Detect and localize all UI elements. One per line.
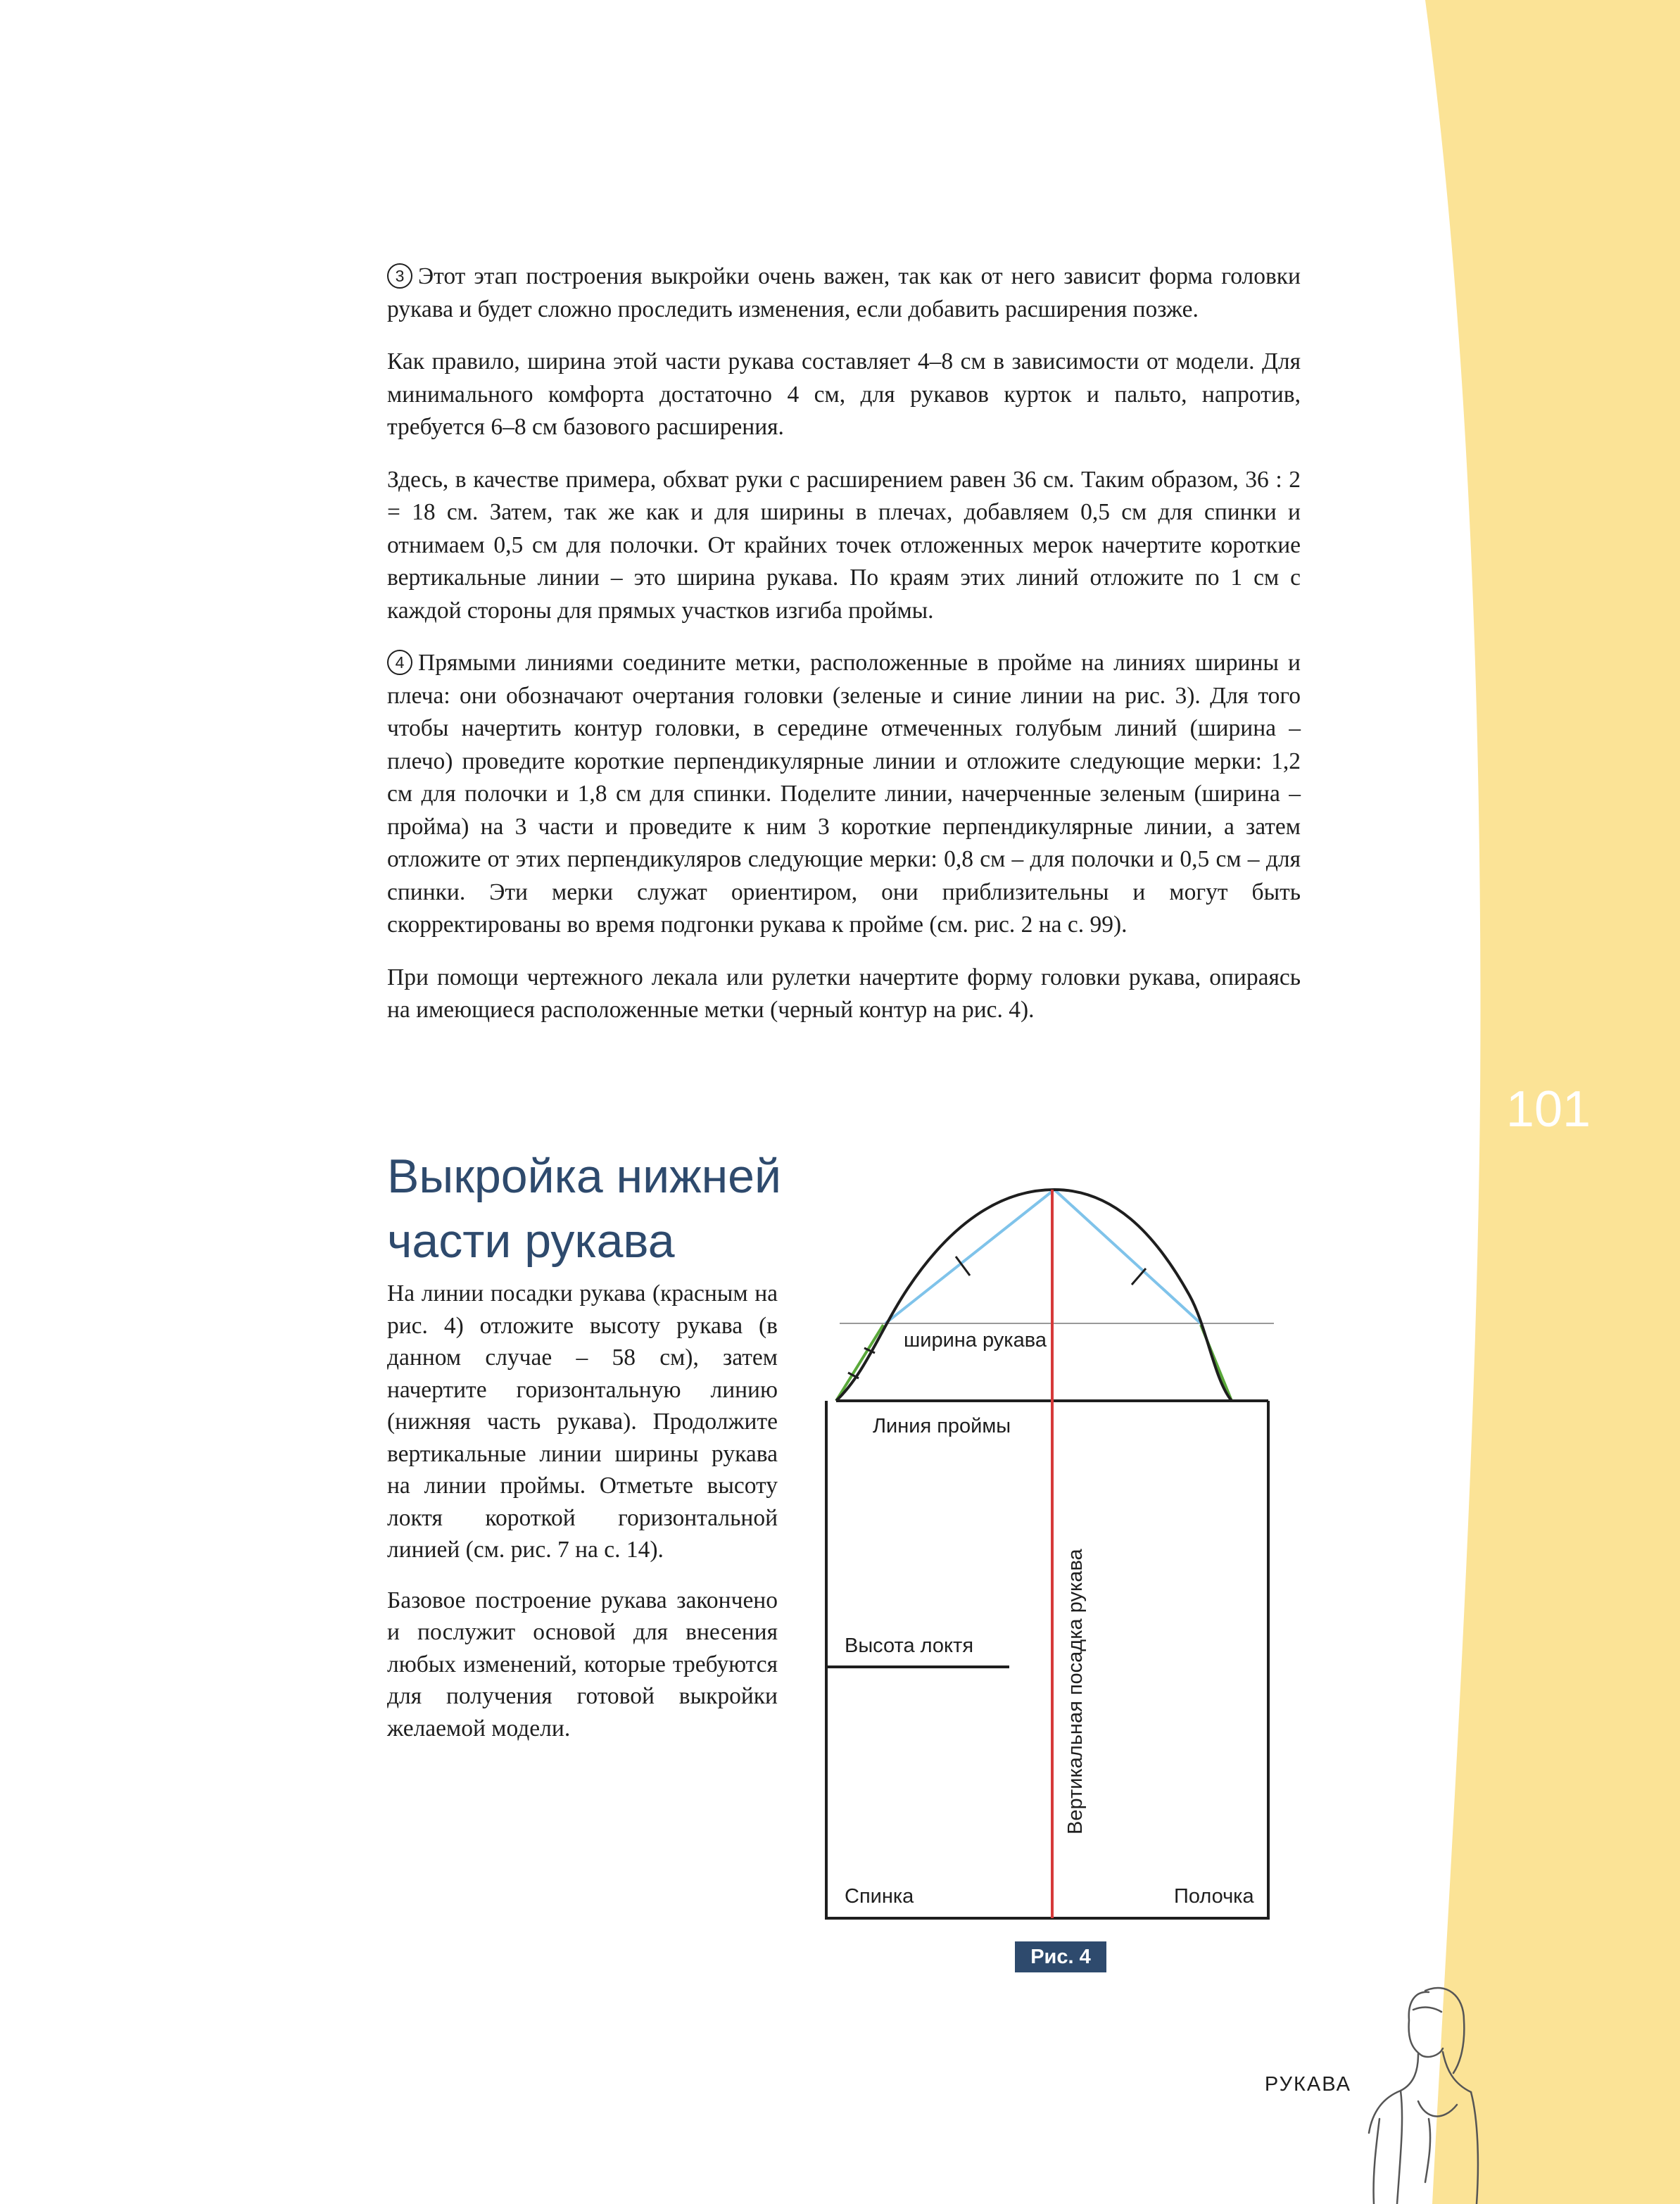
paragraph-width: Как правило, ширина этой части рукава составляет 4–8 см в зависимости от модели. Для минимального комфорта достаточно 4 см, для рукавов курток и пальто, напротив, требуется 6–8 см базового расширения. <box>387 348 1301 440</box>
sleeve-pattern-figure <box>809 1169 1302 1929</box>
sleeve-outline <box>826 1401 1268 1918</box>
label-back: Спинка <box>845 1885 914 1908</box>
sleeve-pattern-drawing <box>809 1169 1302 1929</box>
blue-line-back <box>885 1190 1054 1323</box>
step-number-badge: 3 <box>387 263 412 289</box>
woman-sketch-illustration <box>1358 1978 1492 2204</box>
side-paragraph: На линии посадки рукава (красным на рис. 4) отложите высоту рукава (в данном случае – 58 см), затем начертите горизонтальную линию (нижняя часть рукава). Продолжите вертикальные линии ширины рукава на линии проймы. Отметьте высоту локтя короткой горизонтальной линией (см. рис. 7 на с. 14). <box>387 1280 778 1563</box>
green-line-back <box>836 1325 883 1401</box>
paragraph-curve: При помощи чертежного лекала или рулетки начертите форму головки рукава, опираясь на имеющиеся расположенные метки (черный контур на рис. 4). <box>387 964 1301 1023</box>
label-front: Полочка <box>1174 1885 1254 1908</box>
figure-caption: Рис. 4 <box>1015 1941 1106 1972</box>
section-title: Выкройка нижней части рукава <box>387 1150 781 1268</box>
section-name-footer: РУКАВА <box>1264 2073 1351 2096</box>
paragraph-step-3 <box>387 260 1301 326</box>
blue-line-front <box>1054 1190 1201 1323</box>
paragraph-example: Здесь, в качестве примера, обхват руки с расширением равен 36 см. Таким образом, 36 : 2 = 18 см. Затем, так же как и для ширины в плечах, добавляем 0,5 см для спинки и отнимаем 0,5 см для полочки. От крайних точек отложенных мерок начертите короткие вертикальные линии – это ширина рукава. По краям этих линий отложите по 1 см с каждой стороны для прямых участков изгиба проймы. <box>387 466 1301 624</box>
sleeve-cap-contour <box>836 1190 1232 1401</box>
main-text <box>387 260 1301 1047</box>
label-center-line: Вертикальная посадка рукава <box>1064 1549 1087 1834</box>
label-elbow-height: Высота локтя <box>845 1635 974 1657</box>
label-armhole-line: Линия проймы <box>873 1415 1011 1437</box>
step-number-badge: 4 <box>387 650 412 675</box>
label-sleeve-width: ширина рукава <box>904 1329 1047 1352</box>
side-paragraph: Базовое построение рукава закончено и послужит основой для внесения любых изменений, которые требуются для получения готовой выкройки желаемой модели. <box>387 1587 778 1742</box>
paragraph-text: Прямыми линиями соедините метки, расположенные в пройме на линиях ширины и плеча: они обозначают очертания головки (зеленые и синие линии на рис. 3). Для того чтобы начертить контур головки, в середине отмеченных голубым линий (ширина – плечо) проведите короткие перпендикулярные линии и отложите следующие мерки: 1,2 см для полочки и 1,8 см для спинки. Поделите линии, начерченные зеленым (ширина – пройма) на 3 части и проведите к ним 3 короткие перпендикулярные линии, а затем отложите от этих перпендикуляров следующие мерки: 0,8 см – для полочки и 0,5 см – для спинки. Эти мерки служат ориентиром, они приблизительны и могут быть скорректированы во время подгонки рукава к пройме (см. рис. 2 на с. 99). <box>387 650 1301 938</box>
paragraph-step-4 <box>387 647 1301 942</box>
page-number: 101 <box>1505 1081 1591 1138</box>
side-text <box>387 1278 778 1763</box>
perpendicular-mark <box>1132 1268 1146 1285</box>
paragraph-text: Этот этап построения выкройки очень важен, так как от него зависит форма головки рукава и будет сложно проследить изменения, если добавить расширения позже. <box>387 263 1301 322</box>
